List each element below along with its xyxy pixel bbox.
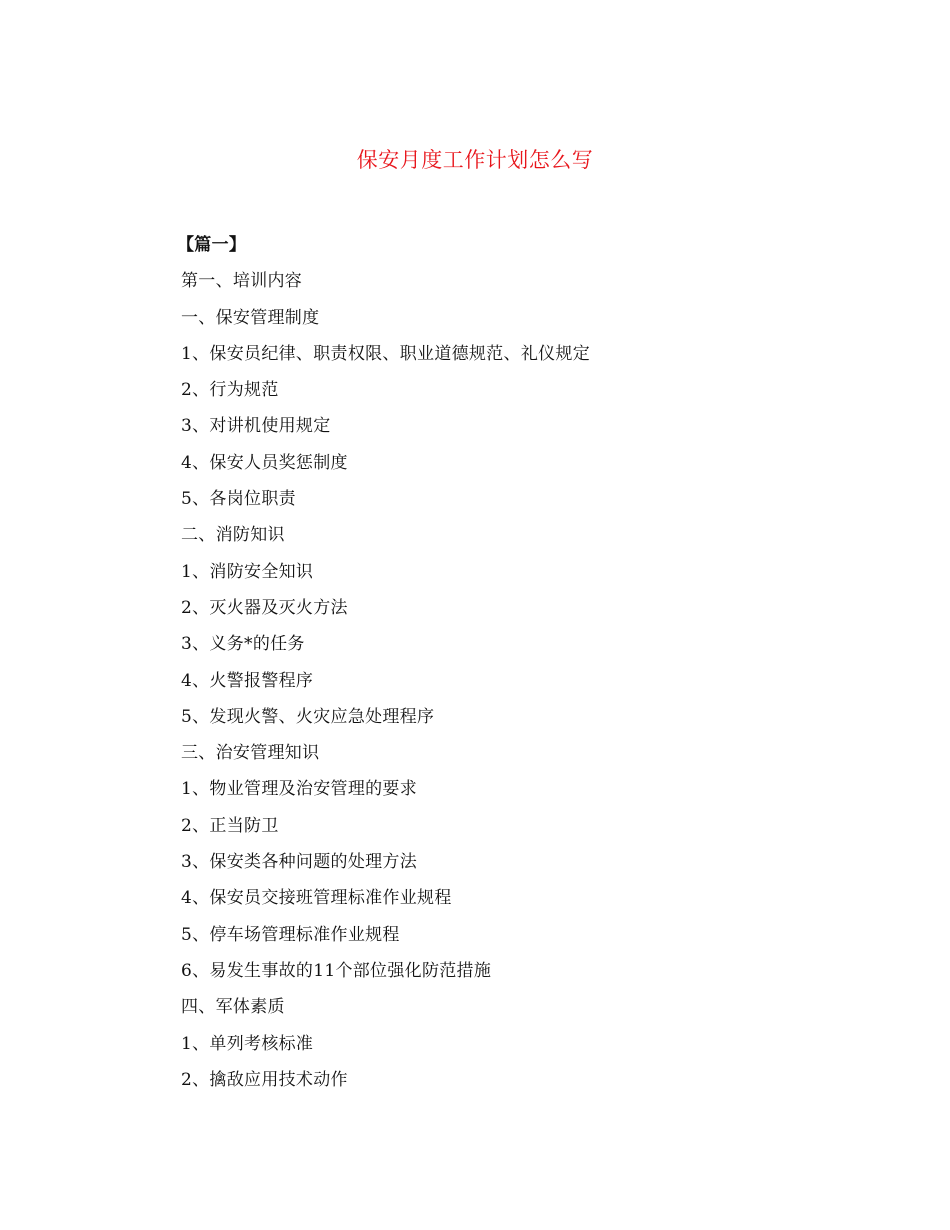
text-line: 3、对讲机使用规定 xyxy=(181,416,331,437)
text-line: 1、保安员纪律、职责权限、职业道德规范、礼仪规定 xyxy=(181,343,591,364)
text-line: 三、治安管理知识 xyxy=(181,743,320,764)
text-line: 6、易发生事故的11个部位强化防范措施 xyxy=(181,960,492,981)
text-line: 四、军体素质 xyxy=(181,997,285,1018)
text-line: 1、物业管理及治安管理的要求 xyxy=(181,779,418,800)
document-body xyxy=(177,230,821,1101)
text-line: 1、消防安全知识 xyxy=(181,561,314,582)
text-line: 3、义务*的任务 xyxy=(181,634,305,655)
text-line: 4、保安人员奖惩制度 xyxy=(181,452,348,473)
text-line: 4、保安员交接班管理标准作业规程 xyxy=(181,888,452,909)
text-line: 4、火警报警程序 xyxy=(181,670,314,691)
text-line: 5、各岗位职责 xyxy=(181,489,296,510)
text-line: 二、消防知识 xyxy=(181,525,285,546)
section-heading: 【篇一】 xyxy=(177,235,247,255)
text-line: 3、保安类各种问题的处理方法 xyxy=(181,852,418,873)
document-title: 保安月度工作计划怎么写 xyxy=(356,148,594,172)
text-line: 5、停车场管理标准作业规程 xyxy=(181,924,400,945)
text-line: 一、保安管理制度 xyxy=(181,307,320,328)
text-line: 2、灭火器及灭火方法 xyxy=(181,597,348,618)
text-line: 第一、培训内容 xyxy=(181,271,303,292)
text-line: 2、行为规范 xyxy=(181,380,279,401)
text-line: 1、单列考核标准 xyxy=(181,1033,314,1054)
text-line: 5、发现火警、火灾应急处理程序 xyxy=(181,706,435,727)
text-line: 2、正当防卫 xyxy=(181,815,279,836)
text-line: 2、擒敌应用技术动作 xyxy=(181,1069,348,1090)
